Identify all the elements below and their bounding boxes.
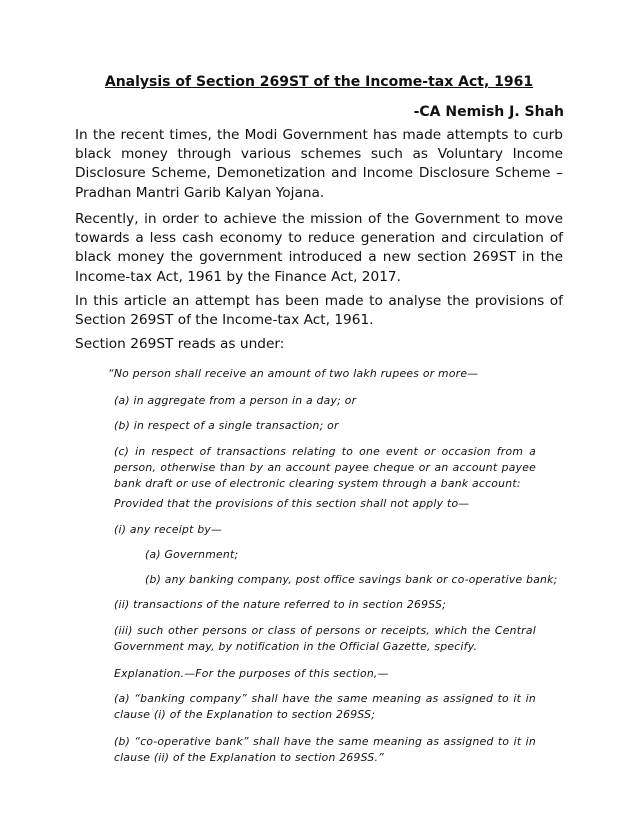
document-title: Analysis of Section 269ST of the Income-tax Act, 1961 bbox=[104, 74, 534, 90]
paragraph-intro: In the recent times, the Modi Government has made attempts to curb black money through various schemes such as Voluntary Income Disclosure Scheme, Demonetization and Income Disclosure Scheme – Pradhan Mantri Garib Kalyan Yojana. bbox=[75, 127, 563, 201]
quote-opening: “No person shall receive an amount of two lakh rupees or more— bbox=[108, 367, 479, 380]
quote-explanation: Explanation.—For the purposes of this section,— bbox=[114, 667, 389, 680]
quote-item-a: (a) in aggregate from a person in a day; or bbox=[114, 394, 357, 407]
quote-receipt-ii: (ii) transactions of the nature referred to in section 269SS; bbox=[114, 598, 446, 611]
quote-explanation-a: (a) “banking company” shall have the same meaning as assigned to it in clause (i) of the Explanation to section 269SS; bbox=[114, 692, 536, 721]
paragraph-recently: Recently, in order to achieve the mission of the Government to move towards a less cash economy to reduce generation and circulation of black money the government introduced a new section 269ST in the Income-tax Act, 1961 by the Finance Act, 2017. bbox=[75, 211, 563, 285]
quote-receipt-iii: (iii) such other persons or class of persons or receipts, which the Central Government may, by notification in the Official Gazette, specify. bbox=[114, 624, 536, 653]
quote-item-c: (c) in respect of transactions relating to one event or occasion from a person, otherwise than by an account payee cheque or an account payee bank draft or use of electronic clearing system through a bank account: bbox=[114, 445, 536, 490]
quote-proviso: Provided that the provisions of this section shall not apply to— bbox=[114, 497, 470, 510]
quote-sub-a: (a) Government; bbox=[145, 548, 239, 561]
quote-sub-b: (b) any banking company, post office savings bank or co-operative bank; bbox=[145, 573, 558, 586]
quote-item-b: (b) in respect of a single transaction; or bbox=[114, 419, 339, 432]
paragraph-article: In this article an attempt has been made to analyse the provisions of Section 269ST of the Income-tax Act, 1961. bbox=[75, 293, 563, 329]
quote-explanation-b: (b) “co-operative bank” shall have the same meaning as assigned to it in clause (ii) of the Explanation to section 269SS.” bbox=[114, 735, 536, 764]
quote-receipt-i: (i) any receipt by— bbox=[114, 523, 223, 536]
paragraph-section-reads: Section 269ST reads as under: bbox=[75, 336, 285, 352]
author-line: -CA Nemish J. Shah bbox=[413, 104, 564, 120]
